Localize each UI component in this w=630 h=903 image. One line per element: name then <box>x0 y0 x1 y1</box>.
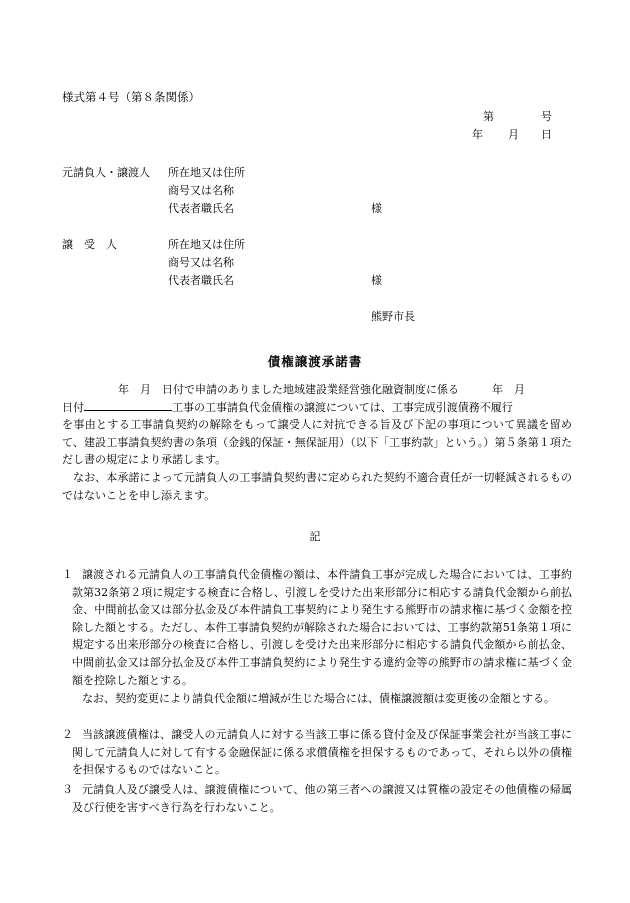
assignee-name-label: 商号又は名称 <box>168 256 234 269</box>
date-month: 月 <box>508 128 519 141</box>
list-item-text: 元請負人及び譲受人は、譲渡債権について、他の第三者への譲渡又は質権の設定その他債権の帰属及び行使を害すべき行為を行わないこと。 <box>72 783 572 814</box>
assignee-honorific: 様 <box>371 274 382 287</box>
body-p1-line2 <box>62 399 572 417</box>
issuer: 熊野市長 <box>371 310 415 323</box>
assignor-name-label: 商号又は名称 <box>168 184 234 197</box>
assignee-role: 譲 受 人 <box>62 238 117 251</box>
assignee-rep-label: 代表者職氏名 <box>168 274 234 287</box>
assignor-address-label: 所在地又は住所 <box>168 166 245 179</box>
body-paragraph-2: なお、本承諾によって元請負人の工事請負契約書に定められた契約不適合責任が一切軽減されるものではないことを申し添えます。 <box>62 471 572 502</box>
project-name-blank <box>84 400 172 411</box>
assignor-rep-label: 代表者職氏名 <box>168 202 234 215</box>
doc-no-suffix: 号 <box>541 110 552 123</box>
list-item-number: ２ <box>62 728 73 741</box>
body-paragraph-1 <box>62 381 572 469</box>
body-p1-line2-post: 工事の工事請負代金債権の譲渡については、工事完成引渡債務不履行 <box>172 400 513 414</box>
body-p1-rest: を事由とする工事請負契約の解除をもって譲受人に対抗できる旨及び下記の事項について異議を留めて、建設工事請負契約書の条項（金銭的保証・無保証用）（以下「工事約款」という。）第５条第１項ただし書の規定により承諾します。 <box>62 418 572 467</box>
body-p1-line2-pre: 日付 <box>62 400 84 414</box>
date-year: 年 <box>472 128 483 141</box>
form-number: 様式第４号（第８条関係） <box>62 90 200 104</box>
body-p1-line1: 年 月 日付で申請のありました地域建設業経営強化融資制度に係る 年 月 <box>96 383 525 396</box>
doc-no-label: 第 <box>483 110 494 123</box>
list-item-number: １ <box>62 568 73 581</box>
date-day: 日 <box>541 128 552 141</box>
assignor-honorific: 様 <box>371 202 382 215</box>
list-item-note: なお、契約変更により請負代金額に増減が生じた場合には、債権譲渡額は変更後の金額とする。 <box>82 692 555 705</box>
document-title: 債権譲渡承諾書 <box>267 354 363 369</box>
ki-heading: 記 <box>309 530 321 543</box>
list-item-text: 譲渡される元請負人の工事請負代金債権の額は、本件請負工事が完成した場合においては、工事約款第32条第２項に規定する検査に合格し、引渡しを受けた出来形部分に相応する請負代金額から前払金、中間前払金又は部分払金及び本件請負工事契約により発生する熊野市の請求権に基づく金額を控除した額とする。ただし、本件工事請負契約が解除された場合においては、工事約款第51条第１項に規定する出来形部分の検査に合格し、引渡しを受けた出来形部分に相応する請負代金額から前払金、中間前払金又は部分払金及び本件工事請負契約により発生する違約金等の熊野市の請求権に基づく金額を控除した額とする。 <box>72 568 572 687</box>
list-item-number: ３ <box>62 783 73 796</box>
list-item-text: 当該譲渡債権は、譲受人の元請負人に対する当該工事に係る貸付金及び保証事業会社が当該工事に関して元請負人に対して有する金融保証に係る求償債権を担保するものであって、それら以外の債権を担保するものではないこと。 <box>72 728 572 777</box>
assignee-address-label: 所在地又は住所 <box>168 238 245 251</box>
assignor-role: 元請負人・譲渡人 <box>62 166 150 179</box>
list-item-1 <box>62 566 572 708</box>
